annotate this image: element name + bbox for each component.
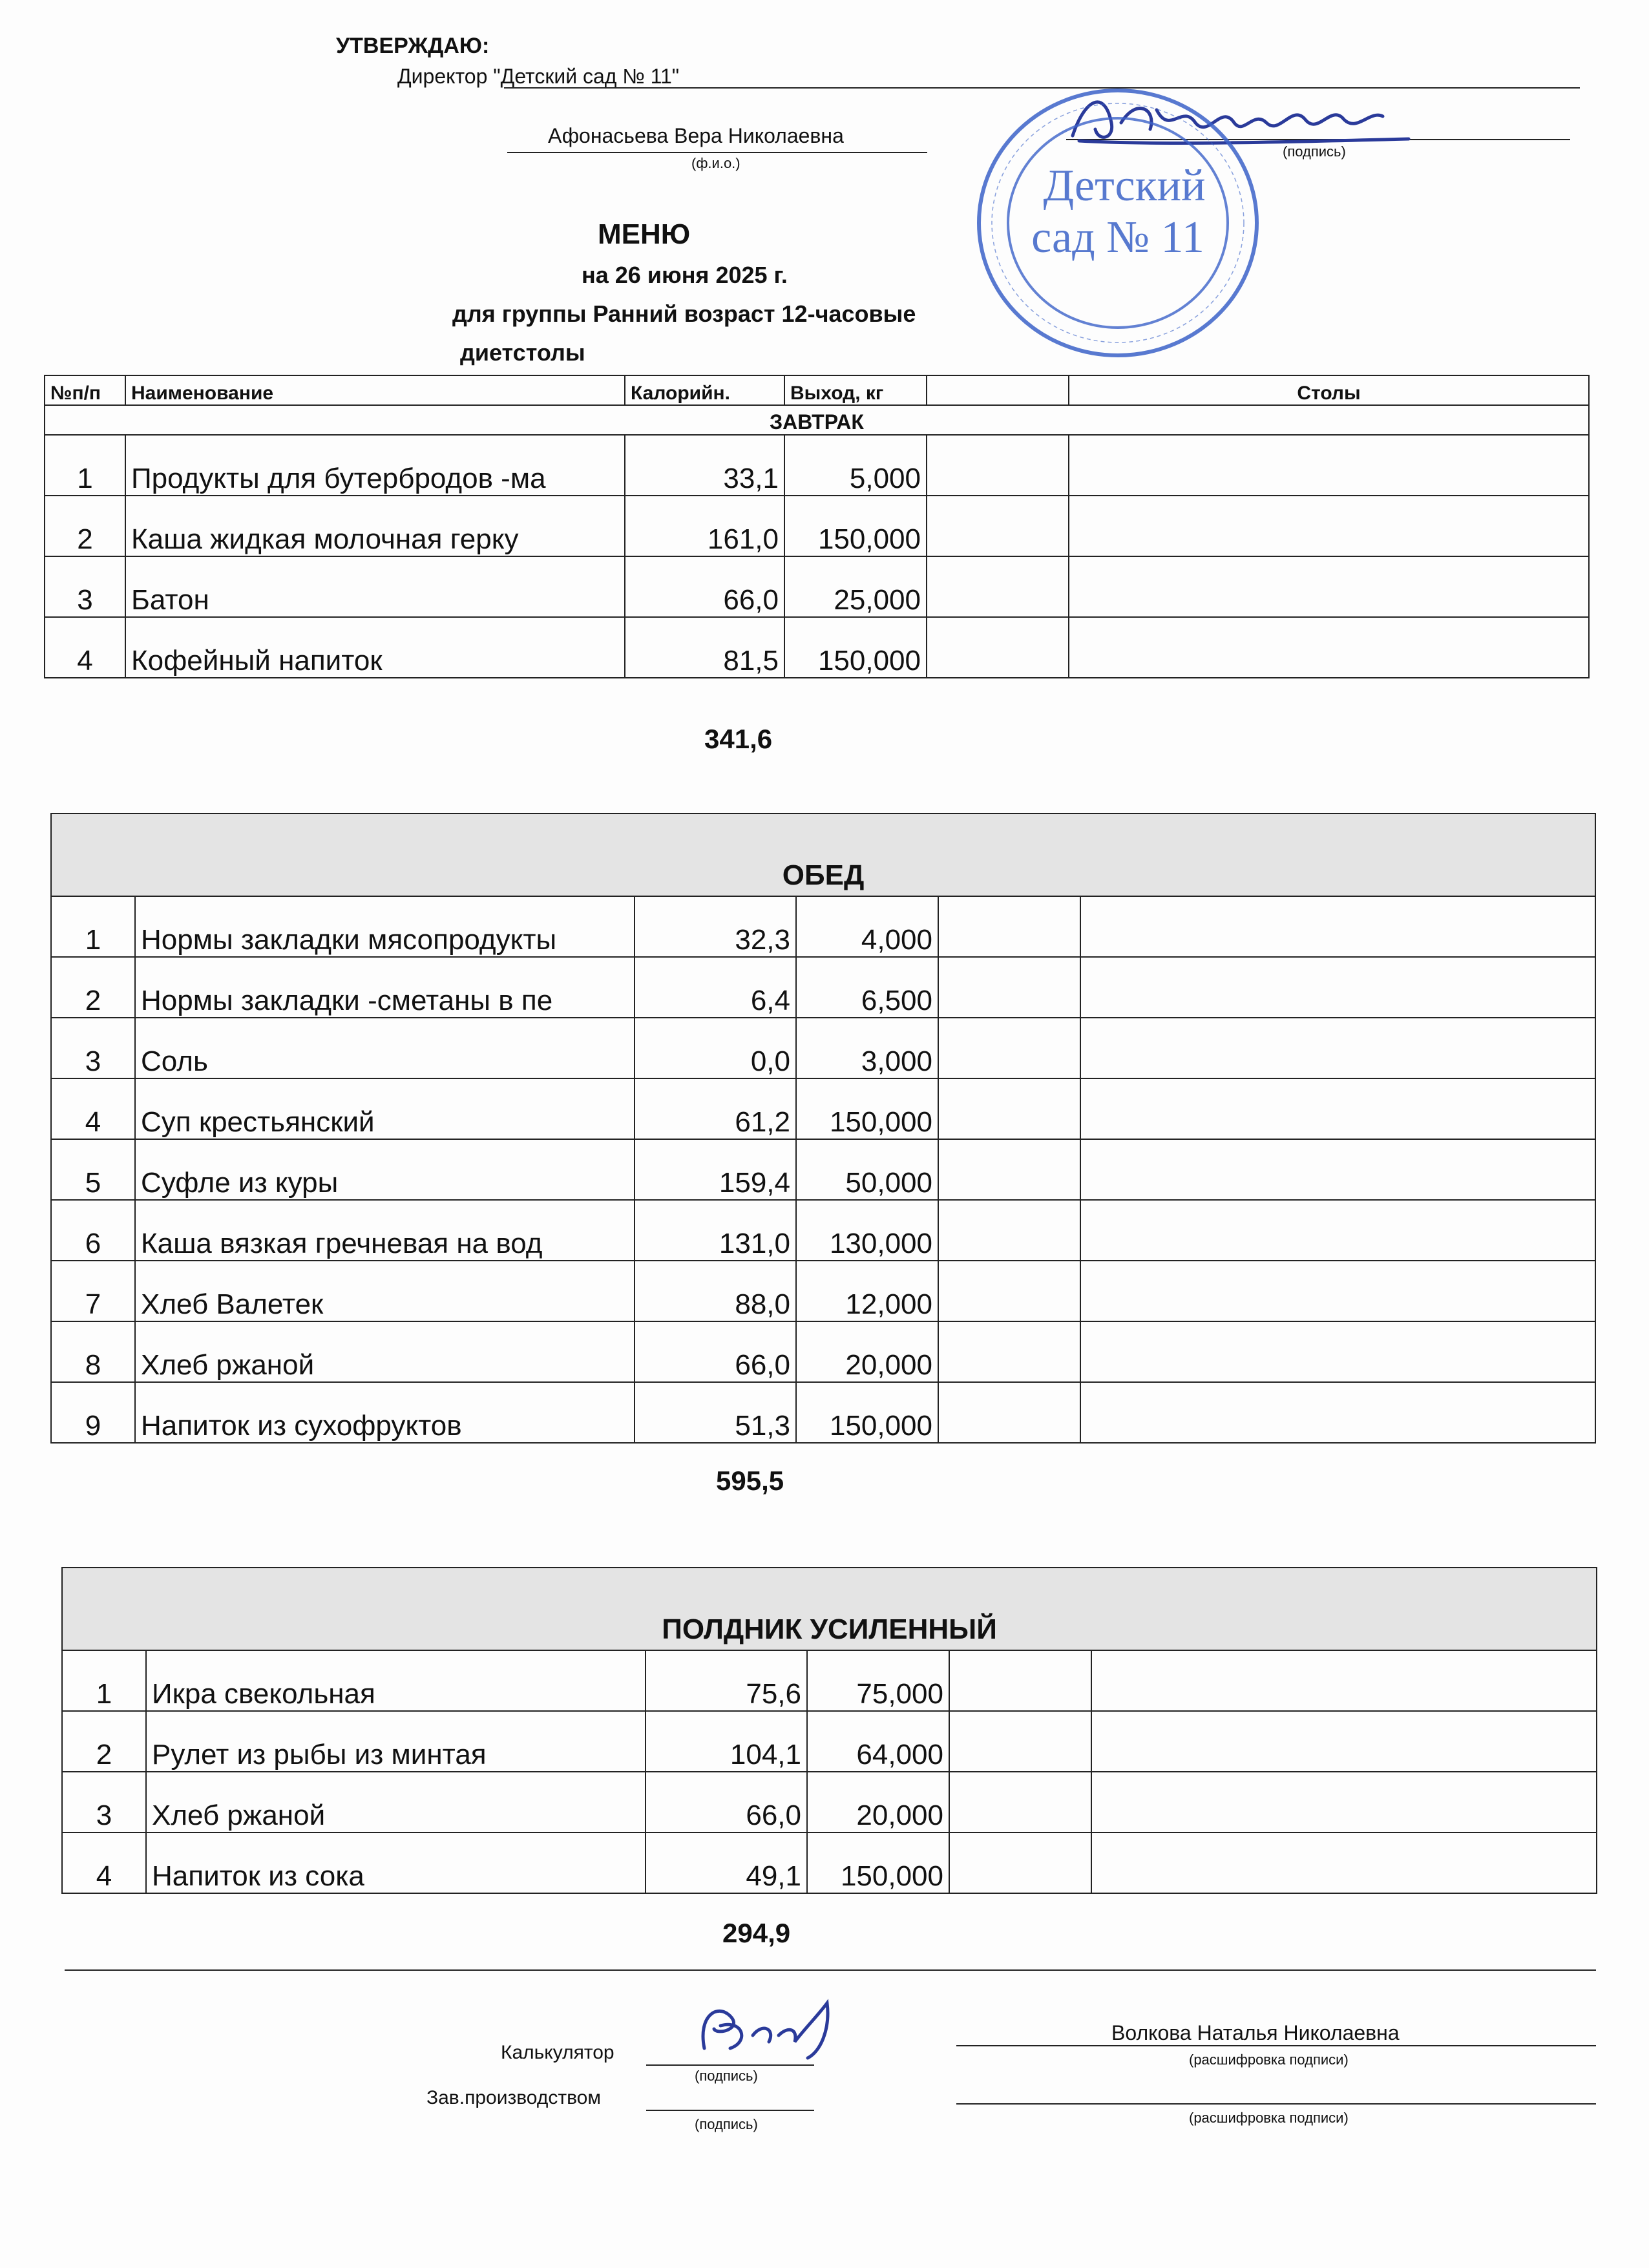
col-yield-header: Выход, кг xyxy=(784,375,927,405)
row-number: 4 xyxy=(51,1078,135,1139)
row-empty-cell xyxy=(927,435,1069,496)
production-head-name-caption: (расшифровка подписи) xyxy=(1189,2110,1349,2126)
row-tables-cell xyxy=(1080,896,1595,957)
row-dish-name: Продукты для бутербродов -ма xyxy=(125,435,625,496)
row-empty-cell xyxy=(938,1261,1080,1321)
row-calories: 51,3 xyxy=(635,1382,796,1443)
lunch-total: 595,5 xyxy=(716,1465,784,1496)
row-calories: 49,1 xyxy=(646,1832,807,1893)
row-tables-cell xyxy=(1080,1261,1595,1321)
snack-table xyxy=(61,1567,1597,1894)
breakfast-total: 341,6 xyxy=(704,724,773,754)
section-row xyxy=(51,814,1595,896)
row-tables-cell xyxy=(1080,1018,1595,1078)
row-calories: 131,0 xyxy=(635,1200,796,1261)
organization-stamp xyxy=(969,81,1266,365)
row-dish-name: Хлеб ржаной xyxy=(135,1321,635,1382)
row-calories: 159,4 xyxy=(635,1139,796,1200)
table-header-row xyxy=(45,375,1589,405)
table-row xyxy=(45,496,1589,556)
row-number: 7 xyxy=(51,1261,135,1321)
row-yield: 130,000 xyxy=(796,1200,938,1261)
row-tables-cell xyxy=(1080,1321,1595,1382)
section-row xyxy=(45,405,1589,435)
table-row xyxy=(51,1382,1595,1443)
calculator-name: Волкова Наталья Николаевна xyxy=(1111,2021,1400,2044)
col-empty-header xyxy=(927,375,1069,405)
row-tables-cell xyxy=(1080,1382,1595,1443)
row-yield: 150,000 xyxy=(784,617,927,678)
row-empty-cell xyxy=(949,1832,1091,1893)
col-kcal-header: Калорийн. xyxy=(625,375,784,405)
row-tables-cell xyxy=(1069,617,1589,678)
row-number: 8 xyxy=(51,1321,135,1382)
row-calories: 75,6 xyxy=(646,1650,807,1711)
table-row xyxy=(62,1650,1597,1711)
row-calories: 66,0 xyxy=(625,556,784,617)
table-row xyxy=(51,1321,1595,1382)
row-tables-cell xyxy=(1080,1139,1595,1200)
row-empty-cell xyxy=(938,1078,1080,1139)
row-yield: 6,500 xyxy=(796,957,938,1018)
menu-date: на 26 июня 2025 г. xyxy=(582,262,788,288)
calculator-name-underline xyxy=(956,2045,1596,2046)
director-name: Афонасьева Вера Николаевна xyxy=(548,124,844,147)
menu-diet: диетстолы xyxy=(460,339,585,366)
row-number: 1 xyxy=(51,896,135,957)
table-row xyxy=(51,957,1595,1018)
row-tables-cell xyxy=(1091,1711,1597,1772)
row-yield: 75,000 xyxy=(807,1650,949,1711)
table-row xyxy=(51,1200,1595,1261)
row-calories: 61,2 xyxy=(635,1078,796,1139)
table-row xyxy=(45,435,1589,496)
production-head-sign-underline xyxy=(646,2110,814,2111)
row-empty-cell xyxy=(927,556,1069,617)
row-calories: 32,3 xyxy=(635,896,796,957)
calculator-sign-caption: (подпись) xyxy=(695,2068,758,2084)
row-dish-name: Напиток из сока xyxy=(146,1832,646,1893)
row-dish-name: Рулет из рыбы из минтая xyxy=(146,1711,646,1772)
production-head-label: Зав.производством xyxy=(426,2087,601,2108)
row-empty-cell xyxy=(938,1200,1080,1261)
row-calories: 81,5 xyxy=(625,617,784,678)
row-dish-name: Каша жидкая молочная герку xyxy=(125,496,625,556)
table-row xyxy=(51,896,1595,957)
row-dish-name: Хлеб Валетек xyxy=(135,1261,635,1321)
row-number: 3 xyxy=(45,556,125,617)
production-head-sign-caption: (подпись) xyxy=(695,2116,758,2132)
row-empty-cell xyxy=(927,617,1069,678)
row-empty-cell xyxy=(927,496,1069,556)
row-dish-name: Напиток из сухофруктов xyxy=(135,1382,635,1443)
table-row xyxy=(45,556,1589,617)
table-row xyxy=(51,1139,1595,1200)
row-empty-cell xyxy=(938,1018,1080,1078)
row-dish-name: Батон xyxy=(125,556,625,617)
fio-caption: (ф.и.о.) xyxy=(691,155,740,171)
row-empty-cell xyxy=(949,1711,1091,1772)
breakfast-table xyxy=(44,375,1590,678)
name-underline xyxy=(507,152,927,153)
director-label: Директор "Детский сад № 11" xyxy=(397,65,680,88)
row-yield: 150,000 xyxy=(784,496,927,556)
row-tables-cell xyxy=(1080,1078,1595,1139)
row-tables-cell xyxy=(1069,556,1589,617)
row-calories: 104,1 xyxy=(646,1711,807,1772)
row-dish-name: Суп крестьянский xyxy=(135,1078,635,1139)
stamp-text-1: Детский xyxy=(1043,161,1206,211)
row-number: 2 xyxy=(45,496,125,556)
stamp-text-2: сад № 11 xyxy=(1031,213,1204,262)
row-yield: 150,000 xyxy=(807,1832,949,1893)
row-dish-name: Соль xyxy=(135,1018,635,1078)
row-number: 4 xyxy=(45,617,125,678)
section-row xyxy=(62,1568,1597,1650)
row-empty-cell xyxy=(949,1650,1091,1711)
table-row xyxy=(51,1078,1595,1139)
lunch-title: ОБЕД xyxy=(51,814,1595,896)
row-tables-cell xyxy=(1091,1650,1597,1711)
calculator-signature xyxy=(691,1990,859,2061)
row-number: 1 xyxy=(45,435,125,496)
menu-group: для группы Ранний возраст 12-часовые xyxy=(452,300,916,327)
row-dish-name: Икра свекольная xyxy=(146,1650,646,1711)
row-yield: 25,000 xyxy=(784,556,927,617)
row-number: 2 xyxy=(51,957,135,1018)
row-yield: 50,000 xyxy=(796,1139,938,1200)
row-yield: 4,000 xyxy=(796,896,938,957)
row-tables-cell xyxy=(1069,496,1589,556)
signature-caption: (подпись) xyxy=(1283,143,1346,160)
row-calories: 33,1 xyxy=(625,435,784,496)
row-number: 5 xyxy=(51,1139,135,1200)
row-calories: 0,0 xyxy=(635,1018,796,1078)
row-dish-name: Нормы закладки -сметаны в пе xyxy=(135,957,635,1018)
row-empty-cell xyxy=(938,1321,1080,1382)
row-tables-cell xyxy=(1069,435,1589,496)
row-number: 3 xyxy=(62,1772,146,1832)
row-yield: 3,000 xyxy=(796,1018,938,1078)
row-tables-cell xyxy=(1080,1200,1595,1261)
table-row xyxy=(62,1832,1597,1893)
row-tables-cell xyxy=(1091,1832,1597,1893)
row-empty-cell xyxy=(938,1139,1080,1200)
row-yield: 20,000 xyxy=(807,1772,949,1832)
row-yield: 12,000 xyxy=(796,1261,938,1321)
calculator-sign-underline xyxy=(646,2064,814,2066)
table-row xyxy=(51,1018,1595,1078)
table-row xyxy=(62,1772,1597,1832)
table-row xyxy=(62,1711,1597,1772)
calculator-name-caption: (расшифровка подписи) xyxy=(1189,2052,1349,2068)
col-num-header: №п/п xyxy=(45,375,125,405)
row-number: 4 xyxy=(62,1832,146,1893)
col-tables-header: Столы xyxy=(1069,375,1589,405)
table-row xyxy=(45,617,1589,678)
row-number: 2 xyxy=(62,1711,146,1772)
table-row xyxy=(51,1261,1595,1321)
row-calories: 66,0 xyxy=(646,1772,807,1832)
row-yield: 5,000 xyxy=(784,435,927,496)
lunch-table xyxy=(50,813,1596,1444)
col-name-header: Наименование xyxy=(125,375,625,405)
row-empty-cell xyxy=(938,1382,1080,1443)
row-dish-name: Каша вязкая гречневая на вод xyxy=(135,1200,635,1261)
row-dish-name: Хлеб ржаной xyxy=(146,1772,646,1832)
snack-total: 294,9 xyxy=(722,1918,791,1948)
production-head-name-underline xyxy=(956,2103,1596,2105)
row-empty-cell xyxy=(938,957,1080,1018)
row-empty-cell xyxy=(949,1772,1091,1832)
row-number: 1 xyxy=(62,1650,146,1711)
row-tables-cell xyxy=(1080,957,1595,1018)
breakfast-title: ЗАВТРАК xyxy=(45,405,1589,435)
row-dish-name: Суфле из куры xyxy=(135,1139,635,1200)
row-calories: 88,0 xyxy=(635,1261,796,1321)
row-calories: 66,0 xyxy=(635,1321,796,1382)
row-yield: 64,000 xyxy=(807,1711,949,1772)
row-number: 9 xyxy=(51,1382,135,1443)
row-calories: 161,0 xyxy=(625,496,784,556)
menu-title: МЕНЮ xyxy=(598,218,691,250)
row-yield: 150,000 xyxy=(796,1078,938,1139)
row-dish-name: Кофейный напиток xyxy=(125,617,625,678)
row-number: 6 xyxy=(51,1200,135,1261)
calculator-label: Калькулятор xyxy=(501,2042,614,2063)
row-yield: 150,000 xyxy=(796,1382,938,1443)
row-dish-name: Нормы закладки мясопродукты xyxy=(135,896,635,957)
row-number: 3 xyxy=(51,1018,135,1078)
row-yield: 20,000 xyxy=(796,1321,938,1382)
snack-title: ПОЛДНИК УСИЛЕННЫЙ xyxy=(62,1568,1597,1650)
footer-rule xyxy=(65,1969,1596,1971)
row-empty-cell xyxy=(938,896,1080,957)
approve-title: УТВЕРЖДАЮ: xyxy=(336,34,490,58)
row-tables-cell xyxy=(1091,1772,1597,1832)
row-calories: 6,4 xyxy=(635,957,796,1018)
